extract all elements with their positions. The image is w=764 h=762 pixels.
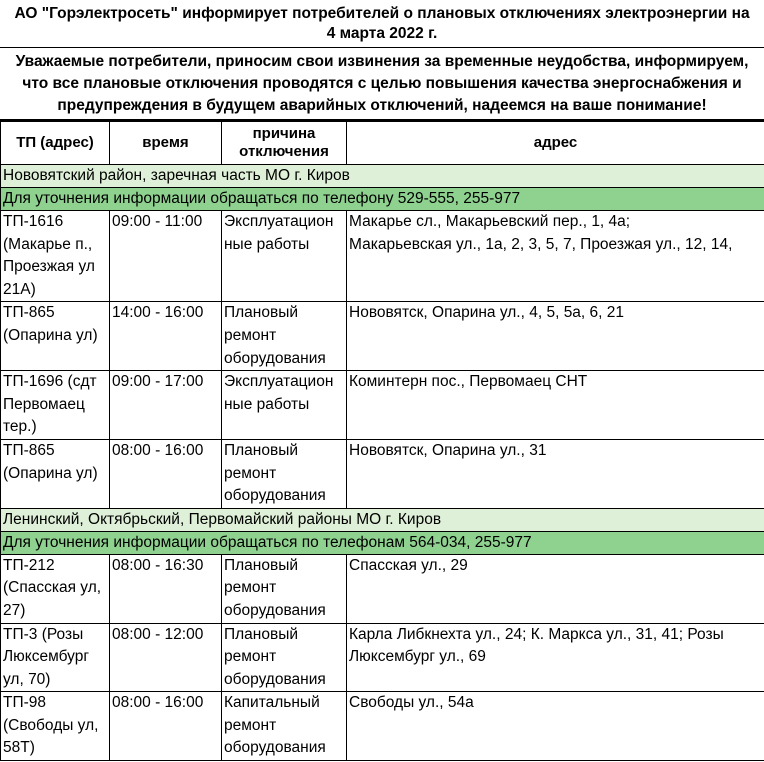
district-row — [1, 165, 764, 188]
reason-cell-line: ремонт — [224, 579, 277, 597]
tp-cell-line: Люксембург — [3, 648, 89, 666]
address-cell — [347, 439, 764, 508]
reason-cell-line: Капитальный — [224, 694, 320, 712]
phone-info-row — [1, 188, 764, 211]
tp-cell — [1, 554, 110, 623]
tp-cell — [1, 211, 110, 302]
notice-title — [0, 0, 764, 48]
column-header-address: адрес — [347, 122, 764, 165]
reason-cell-line: Плановый — [224, 556, 299, 574]
address-cell-line: Макарьевская ул., 1а, 2, 3, 5, 7, Проезжая ул., 12, 14, — [349, 235, 733, 253]
address-cell — [347, 554, 764, 623]
outage-table — [0, 121, 764, 761]
address-cell-line: Свободы ул., 54а — [349, 694, 474, 712]
reason-cell-line: ные работы — [224, 395, 310, 413]
reason-cell — [222, 371, 347, 440]
table-row — [1, 692, 764, 761]
column-header-reason — [222, 122, 347, 165]
address-cell — [347, 211, 764, 302]
tp-cell-line: тер.) — [3, 418, 37, 436]
address-cell-line: Коминтерн пос., Первомаец СНТ — [349, 373, 588, 391]
column-header-reason-line-2: отключения — [239, 143, 329, 160]
time-cell: 08:00 - 16:30 — [110, 554, 222, 623]
table-row — [1, 302, 764, 371]
column-header-time: время — [110, 122, 222, 165]
reason-cell-line: оборудования — [224, 601, 326, 619]
address-cell-line: Спасская ул., 29 — [349, 556, 468, 574]
district-row — [1, 508, 764, 531]
address-cell — [347, 302, 764, 371]
address-cell-line: Макарье сл., Макарьевский пер., 1, 4а; — [349, 213, 631, 230]
reason-cell-line: ремонт — [224, 716, 277, 734]
time-cell: 08:00 - 12:00 — [110, 623, 222, 692]
address-cell — [347, 692, 764, 761]
reason-cell-line: оборудования — [224, 349, 326, 367]
tp-cell-line: (Опарина ул) — [3, 464, 98, 482]
reason-cell — [222, 623, 347, 692]
notice-line-2: что все плановые отключения проводятся с целью повышения качества энергоснабжения и — [22, 74, 742, 92]
reason-cell — [222, 302, 347, 371]
reason-cell-line: оборудования — [224, 670, 326, 688]
apology-notice — [0, 48, 764, 121]
reason-cell — [222, 439, 347, 508]
tp-cell-line: ул, 70) — [3, 670, 51, 688]
reason-cell-line: Плановый — [224, 441, 299, 459]
address-cell-line: Нововятск, Опарина ул., 31 — [349, 441, 547, 459]
reason-cell-line: Эксплуатацион — [224, 213, 334, 230]
notice-line-1: Уважаемые потребители, приносим свои извинения за временные неудобства, информируем, — [15, 52, 749, 70]
time-cell: 08:00 - 16:00 — [110, 439, 222, 508]
time-cell: 09:00 - 11:00 — [110, 211, 222, 302]
phone-info-label: Для уточнения информации обращаться по телефону 529-555, 255-977 — [1, 188, 764, 211]
reason-cell — [222, 692, 347, 761]
tp-cell-line: (Спасская ул, — [3, 579, 102, 597]
address-cell-line: Карла Либкнехта ул., 24; К. Маркса ул., 31, 41; Розы — [349, 625, 724, 643]
table-row — [1, 554, 764, 623]
tp-cell-line: ТП-1696 (сдт — [3, 373, 97, 391]
reason-cell-line: ные работы — [224, 235, 310, 253]
reason-cell-line: оборудования — [224, 739, 326, 757]
tp-cell-line: (Опарина ул) — [3, 326, 98, 344]
phone-info-label: Для уточнения информации обращаться по телефонам 564-034, 255-977 — [1, 531, 764, 554]
address-cell-line: Нововятск, Опарина ул., 4, 5, 5а, 6, 21 — [349, 304, 625, 322]
tp-cell-line: (Макарье п., — [3, 235, 93, 253]
address-cell — [347, 623, 764, 692]
reason-cell-line: ремонт — [224, 326, 277, 344]
tp-cell-line: ТП-865 — [3, 304, 55, 322]
reason-cell-line: оборудования — [224, 487, 326, 505]
address-cell — [347, 371, 764, 440]
tp-cell — [1, 302, 110, 371]
tp-cell-line: ТП-98 — [3, 694, 47, 712]
reason-cell-line: ремонт — [224, 464, 277, 482]
notice-line-3: предупреждения в будущем аварийных отключений, надеемся на ваше понимание! — [57, 96, 707, 114]
tp-cell-line: ТП-3 (Розы — [3, 625, 84, 643]
table-header-row — [1, 122, 764, 165]
reason-cell-line: ремонт — [224, 648, 277, 666]
tp-cell-line: ТП-1616 — [3, 213, 64, 230]
tp-cell — [1, 623, 110, 692]
reason-cell — [222, 211, 347, 302]
reason-cell-line: Плановый — [224, 304, 299, 322]
table-row — [1, 211, 764, 302]
address-cell-line: Люксембург ул., 69 — [349, 648, 486, 666]
tp-cell — [1, 439, 110, 508]
tp-cell-line: (Свободы ул, — [3, 716, 99, 734]
title-line-2: 4 марта 2022 г. — [326, 24, 438, 42]
column-header-reason-line-1: причина — [252, 125, 316, 142]
tp-cell-line: Проезжая ул — [3, 258, 95, 276]
time-cell: 09:00 - 17:00 — [110, 371, 222, 440]
tp-cell-line: ТП-865 — [3, 441, 55, 459]
title-line-1: АО "Горэлектросеть" информирует потребителей о плановых отключениях электроэнергии на — [14, 4, 750, 22]
tp-cell-line: 27) — [3, 601, 26, 619]
tp-cell — [1, 692, 110, 761]
phone-info-row — [1, 531, 764, 554]
district-label: Нововятский район, заречная часть МО г. Киров — [1, 165, 764, 188]
tp-cell-line: ТП-212 — [3, 556, 55, 574]
table-row — [1, 439, 764, 508]
time-cell: 14:00 - 16:00 — [110, 302, 222, 371]
reason-cell-line: Плановый — [224, 625, 299, 643]
tp-cell-line: 21А) — [3, 280, 36, 298]
tp-cell — [1, 371, 110, 440]
table-row — [1, 371, 764, 440]
district-label: Ленинский, Октябрьский, Первомайский районы МО г. Киров — [1, 508, 764, 531]
tp-cell-line: 58Т) — [3, 739, 35, 757]
table-row — [1, 623, 764, 692]
tp-cell-line: Первомаец — [3, 395, 85, 413]
reason-cell — [222, 554, 347, 623]
time-cell: 08:00 - 16:00 — [110, 692, 222, 761]
column-header-tp: ТП (адрес) — [1, 122, 110, 165]
reason-cell-line: Эксплуатацион — [224, 373, 334, 391]
